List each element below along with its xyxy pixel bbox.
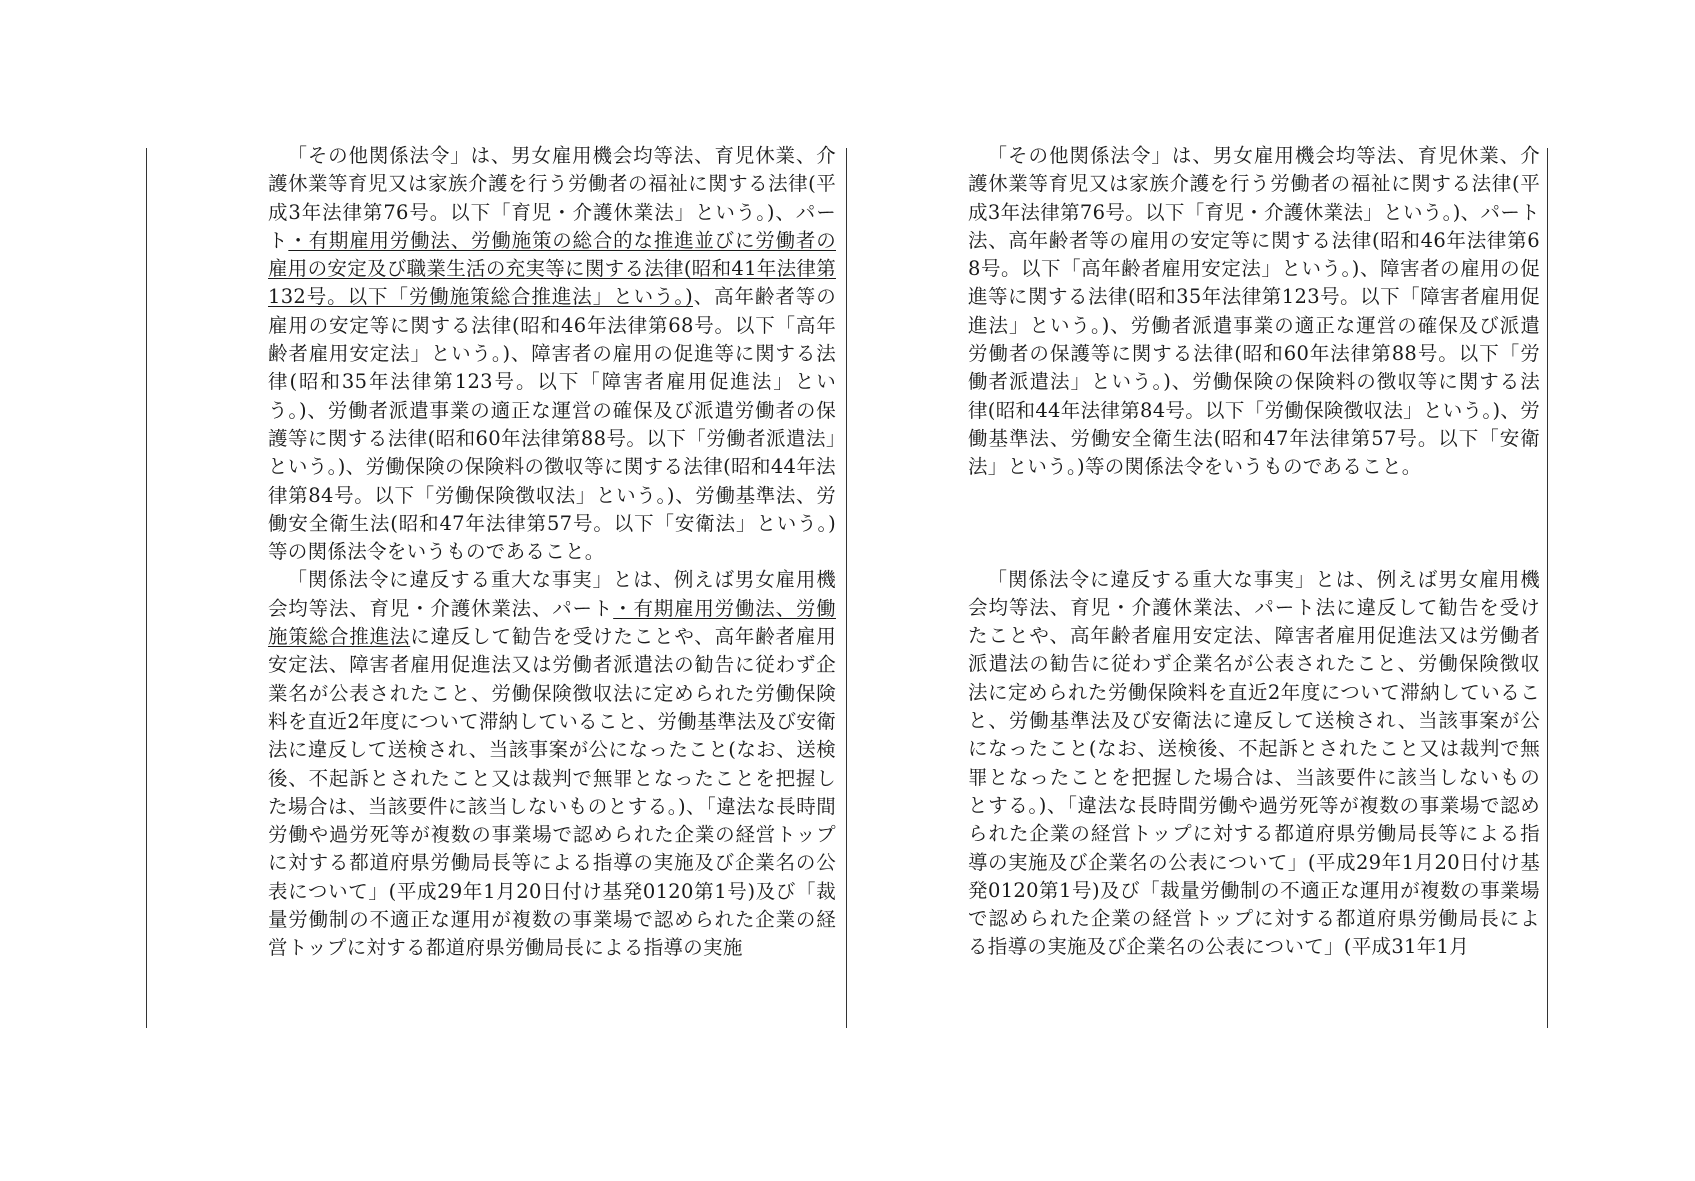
amendment-underline: ・有期雇用労働法、労働施策の総合的な推進並びに労働者の雇用の安定及び職業生活の充実等に関する法律(昭和41年法律第132号。以下「労働施策総合推進法」という。): [268, 228, 836, 309]
left-column-border-left: [146, 148, 147, 1028]
column-divider: [846, 148, 847, 1028]
amendment-underline: ・有期雇用労働法、労働施策総合推進法: [268, 596, 836, 649]
current-paragraph-other-laws: 「その他関係法令」は、男女雇用機会均等法、育児休業、介護休業等育児又は家族介護を行う労働者の福祉に関する法律(平成3年法律第76号。以下「育児・介護休業法」という。)、パート法、高年齢者等の雇用の安定等に関する法律(昭和46年法律第68号。以下「高年齢者雇用安定法」という。)、障害者の雇用の促進等に関する法律(昭和35年法律第123号。以下「障害者雇用促進法」という。)、労働者派遣事業の適正な運営の確保及び派遣労働者の保護等に関する法律(昭和60年法律第88号。以下「労働者派遣法」という。)、労働保険の保険料の徴収等に関する法律(昭和44年法律第84号。以下「労働保険徴収法」という。)、労働基準法、労働安全衛生法(昭和47年法律第57号。以下「安衛法」という。)等の関係法令をいうものであること。: [968, 144, 1540, 479]
text-segment: 「その他関係法令」は、男女雇用機会均等法、育児休業、介護休業等育児又は家族介護を行う労働者の福祉に関する法律(平成3年法律第76号。以下「育児・介護休業法」という。)、パート: [268, 144, 836, 252]
revised-paragraph-other-laws: [268, 142, 836, 566]
revised-text-column: [268, 142, 836, 963]
current-text-column: [968, 142, 1540, 962]
text-segment: 、高年齢者等の雇用の安定等に関する法律(昭和46年法律第68号。以下「高年齢者雇用安定法」という。)、障害者の雇用の促進等に関する法律(昭和35年法律第123号。以下「障害者雇用促進法」という。)、労働者派遣事業の適正な運営の確保及び派遣労働者の保護等に関する法律(昭和60年法律第88号。以下「労働者派遣法」という。)、労働保険の保険料の徴収等に関する法律(昭和44年法律第84号。以下「労働保険徴収法」という。)、労働基準法、労働安全衛生法(昭和47年法律第57号。以下「安衛法」という。)等の関係法令をいうものであること。: [268, 285, 836, 564]
right-column-border-right: [1547, 148, 1548, 1028]
text-segment: に違反して勧告を受けたことや、高年齢者雇用安定法、障害者雇用促進法又は労働者派遣法の勧告に従わず企業名が公表されたこと、労働保険徴収法に定められた労働保険料を直近2年度について滞納していること、労働基準法及び安衛法に違反して送検され、当該事案が公になったこと(なお、送検後、不起訴とされたこと又は裁判で無罪となったことを把握した場合は、当該要件に該当しないものとする。)、「違法な長時間労働や過労死等が複数の事業場で認められた企業の経営トップに対する都道府県労働局長等による指導の実施及び企業名の公表について」(平成29年1月20日付け基発0120第1号)及び「裁量労働制の不適正な運用が複数の事業場で認められた企業の経営トップに対する都道府県労働局長による指導の実施: [268, 625, 836, 960]
revised-paragraph-serious-violations: [268, 566, 836, 962]
paragraph-gap: [968, 482, 1540, 566]
current-paragraph-serious-violations: 「関係法令に違反する重大な事実」とは、例えば男女雇用機会均等法、育児・介護休業法、パート法に違反して勧告を受けたことや、高年齢者雇用安定法、障害者雇用促進法又は労働者派遣法の勧告に従わず企業名が公表されたこと、労働保険徴収法に定められた労働保険料を直近2年度について滞納していること、労働基準法及び安衛法に違反して送検され、当該事案が公になったこと(なお、送検後、不起訴とされたこと又は裁判で無罪となったことを把握した場合は、当該要件に該当しないものとする。)、「違法な長時間労働や過労死等が複数の事業場で認められた企業の経営トップに対する都道府県労働局長等による指導の実施及び企業名の公表について」(平成29年1月20日付け基発0120第1号)及び「裁量労働制の不適正な運用が複数の事業場で認められた企業の経営トップに対する都道府県労働局長による指導の実施及び企業名の公表について」(平成31年1月: [968, 567, 1540, 959]
text-segment: 「関係法令に違反する重大な事実」とは、例えば男女雇用機会均等法、育児・介護休業法、パート: [268, 568, 836, 620]
